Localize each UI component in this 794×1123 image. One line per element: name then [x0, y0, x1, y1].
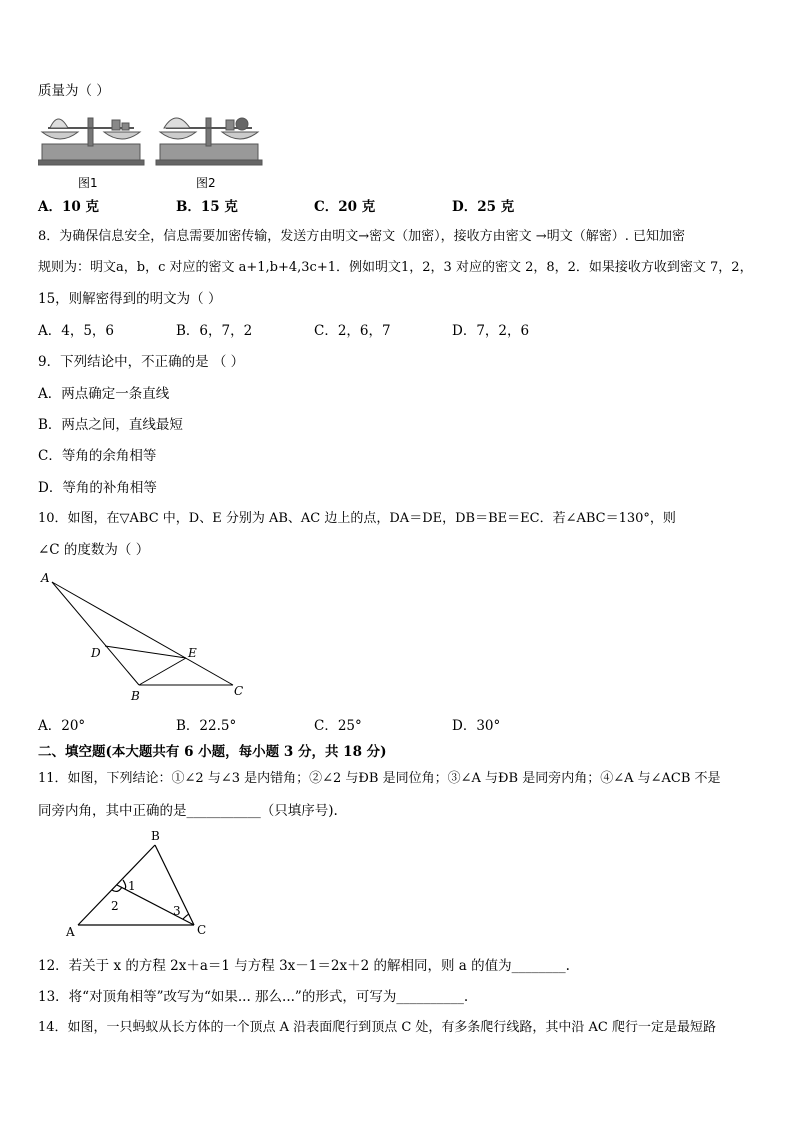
point-e-label: E — [188, 646, 197, 660]
balance-scale-1 — [38, 118, 144, 165]
q7-option-d: D．25 克 — [452, 199, 515, 215]
fig2-caption: 图2 — [196, 176, 216, 190]
q12-text: 12．若关于 x 的方程 2x＋a＝1 与方程 3x－1＝2x＋2 的解相同，则 a 的值为________. — [38, 958, 570, 974]
q10-line-1: 10．如图，在▽ABC 中，D、E 分别为 AB、AC 边上的点，DA＝DE，DB＝BE＝EC．若∠ABC＝130°，则 — [38, 511, 676, 526]
q7-option-c: C．20 克 — [314, 199, 376, 215]
segment-ab — [52, 582, 139, 685]
section-2-heading: 二、填空题(本大题共有 6 小题，每小题 3 分，共 18 分) — [38, 744, 387, 760]
q10-option-b: B．22.5° — [176, 718, 237, 734]
q9-option-d: D．等角的补角相等 — [38, 480, 157, 496]
segment-be — [139, 658, 186, 685]
q7-stem-tail: 质量为（ ） — [38, 83, 110, 99]
q9-option-a: A．两点确定一条直线 — [38, 386, 170, 402]
point-b-label: B — [151, 829, 160, 843]
point-b-label: B — [131, 689, 140, 703]
point-a-label: A — [41, 571, 50, 585]
angle-1-label: 1 — [128, 879, 136, 893]
q8-option-a: A．4，5，6 — [38, 323, 115, 339]
q8-line-1: 8．为确保信息安全，信息需要加密传输，发送方由明文→密文（加密），接收方由密文 →明文（解密）. 已知加密 — [38, 229, 685, 244]
q8-option-b: B．6，7，2 — [176, 323, 253, 339]
q9-option-c: C．等角的余角相等 — [38, 448, 157, 464]
q10-option-c: C．25° — [314, 718, 362, 734]
segment-ac — [52, 582, 233, 685]
segment-de — [105, 646, 186, 658]
point-c-label: C — [197, 923, 207, 937]
q10-line-2: ∠C 的度数为（ ） — [38, 542, 150, 558]
point-d-label: D — [91, 646, 101, 660]
q7-option-b: B．15 克 — [176, 199, 238, 215]
q10-option-a: A．20° — [38, 718, 86, 734]
point-a-label: A — [66, 925, 75, 939]
q14-text: 14．如图，一只蚂蚁从长方体的一个顶点 A 沿表面爬行到顶点 C 处，有多条爬行线路，其中沿 AC 爬行一定是最短路 — [38, 1020, 717, 1035]
q10-option-d: D．30° — [452, 718, 501, 734]
fig1-caption: 图1 — [78, 176, 98, 190]
q8-line-2: 规则为：明文a，b，c 对应的密文 a+1,b+4,3c+1．例如明文1，2，3 对应的密文 2，8，2．如果接收方收到密文 7，2， — [38, 260, 753, 275]
angle-3-label: 3 — [173, 904, 181, 918]
q9-option-b: B．两点之间，直线最短 — [38, 417, 183, 433]
q13-text: 13．将“对顶角相等”改写为“如果... 那么...”的形式，可写为__________. — [38, 989, 469, 1005]
point-c-label: C — [234, 684, 244, 698]
q9-stem: 9．下列结论中，不正确的是 （ ） — [38, 354, 245, 370]
balance-scale-figures — [38, 106, 268, 168]
q7-option-a: A．10 克 — [38, 199, 99, 215]
q8-option-c: C．2，6，7 — [314, 323, 391, 339]
q11-triangle-figure — [62, 828, 222, 940]
q11-line-2: 同旁内角，其中正确的是___________（只填序号). — [38, 803, 338, 819]
segment-ab — [78, 845, 155, 925]
angle-2-label: 2 — [111, 899, 119, 913]
q10-triangle-figure — [36, 568, 256, 708]
q11-line-1: 11．如图，下列结论：①∠2 与∠3 是内错角；②∠2 与ÐB 是同位角；③∠A 与ÐB 是同旁内角；④∠A 与∠ACB 不是 — [38, 771, 721, 786]
angle-arc-3 — [183, 914, 189, 919]
q8-option-d: D．7，2，6 — [452, 323, 530, 339]
q8-line-3: 15，则解密得到的明文为（ ） — [38, 291, 222, 307]
balance-scale-2 — [156, 118, 262, 165]
